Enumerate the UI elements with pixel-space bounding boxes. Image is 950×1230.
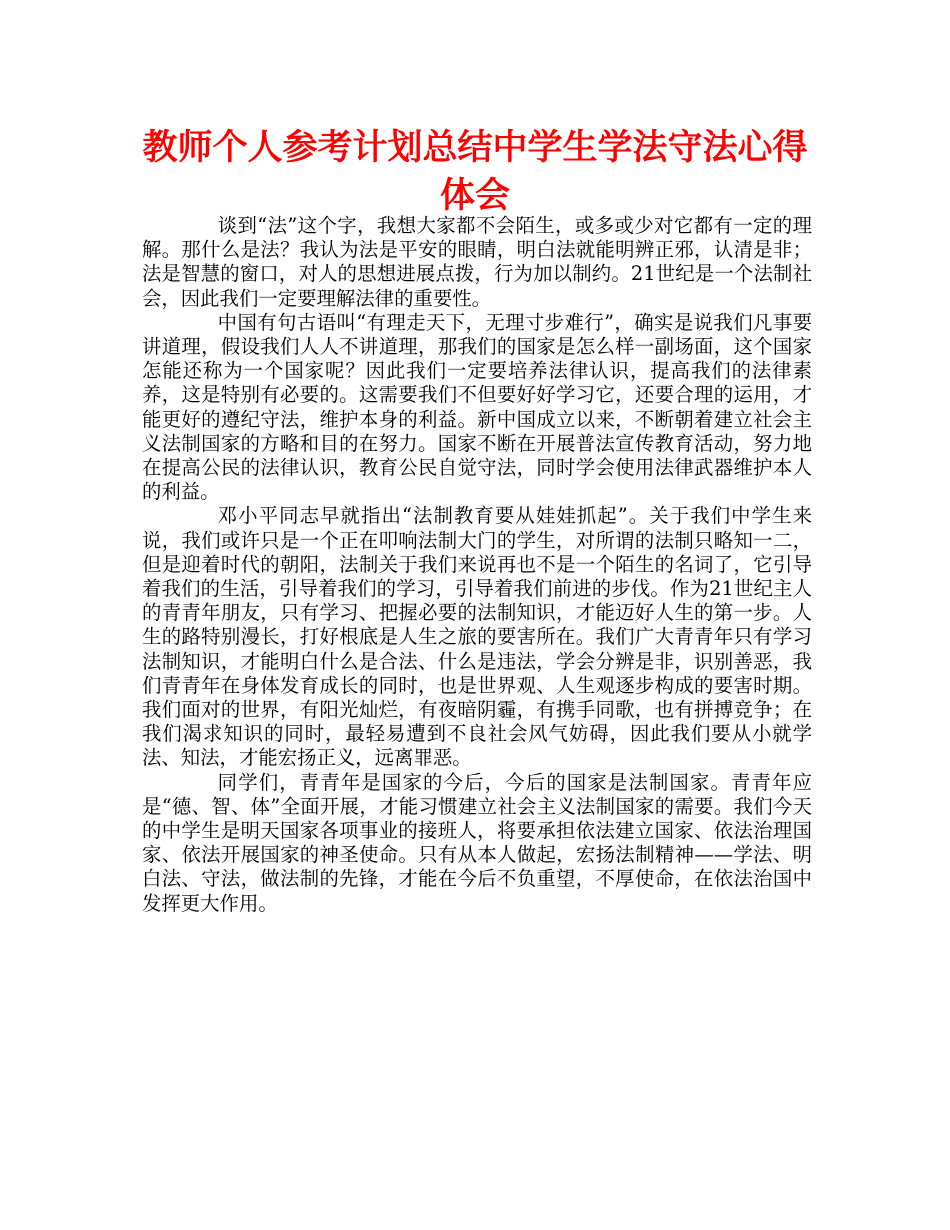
- paragraph-1: 谈到“法”这个字，我想大家都不会陌生，或多或少对它都有一定的理解。那什么是法？我认为法是平安的眼睛，明白法就能明辨正邪，认清是非；法是智慧的窗口，对人的思想进展点拨，行为加以制约。21世纪是一个法制社会，因此我们一定要理解法律的重要性。: [142, 214, 812, 310]
- page-title: 教师个人参考计划总结中学生学法守法心得体会: [142, 128, 808, 216]
- paragraph-3: 邓小平同志早就指出“法制教育要从娃娃抓起”。关于我们中学生来说，我们或许只是一个正在叩响法制大门的学生，对所谓的法制只略知一二，但是迎着时代的朝阳，法制关于我们来说再也不是一个陌生的名词了，它引导着我们的生活，引导着我们的学习，引导着我们前进的步伐。作为21世纪主人的青青年朋友，只有学习、把握必要的法制知识，才能迈好人生的第一步。人生的路特别漫长，打好根底是人生之旅的要害所在。我们广大青青年只有学习法制知识，才能明白什么是合法、什么是违法，学会分辨是非，识别善恶，我们青青年在身体发育成长的同时，也是世界观、人生观逐步构成的要害时期。我们面对的世界，有阳光灿烂，有夜暗阴霾，有携手同歌，也有拼搏竞争；在我们渴求知识的同时，最轻易遭到不良社会风气妨碍，因此我们要从小就学法、知法，才能宏扬正义，远离罪恶。: [142, 504, 812, 770]
- paragraph-2: 中国有句古语叫“有理走天下，无理寸步难行”，确实是说我们凡事要讲道理，假设我们人人不讲道理，那我们的国家是怎么样一副场面，这个国家怎能还称为一个国家呢？因此我们一定要培养法律认识，提高我们的法律素养，这是特别有必要的。这需要我们不但要好好学习它，还要合理的运用，才能更好的遵纪守法，维护本身的利益。新中国成立以来，不断朝着建立社会主义法制国家的方略和目的在努力。国家不断在开展普法宣传教育活动，努力地在提高公民的法律认识，教育公民自觉守法，同时学会使用法律武器维护本人的利益。: [142, 310, 812, 504]
- document-body: [142, 214, 812, 916]
- paragraph-4: 同学们，青青年是国家的今后，今后的国家是法制国家。青青年应是“德、智、体”全面开展，才能习惯建立社会主义法制国家的需要。我们今天的中学生是明天国家各项事业的接班人，将要承担依法建立国家、依法治理国家、依法开展国家的神圣使命。只有从本人做起，宏扬法制精神——学法、明白法、守法，做法制的先锋，才能在今后不负重望，不厚使命，在依法治国中发挥更大作用。: [142, 770, 812, 915]
